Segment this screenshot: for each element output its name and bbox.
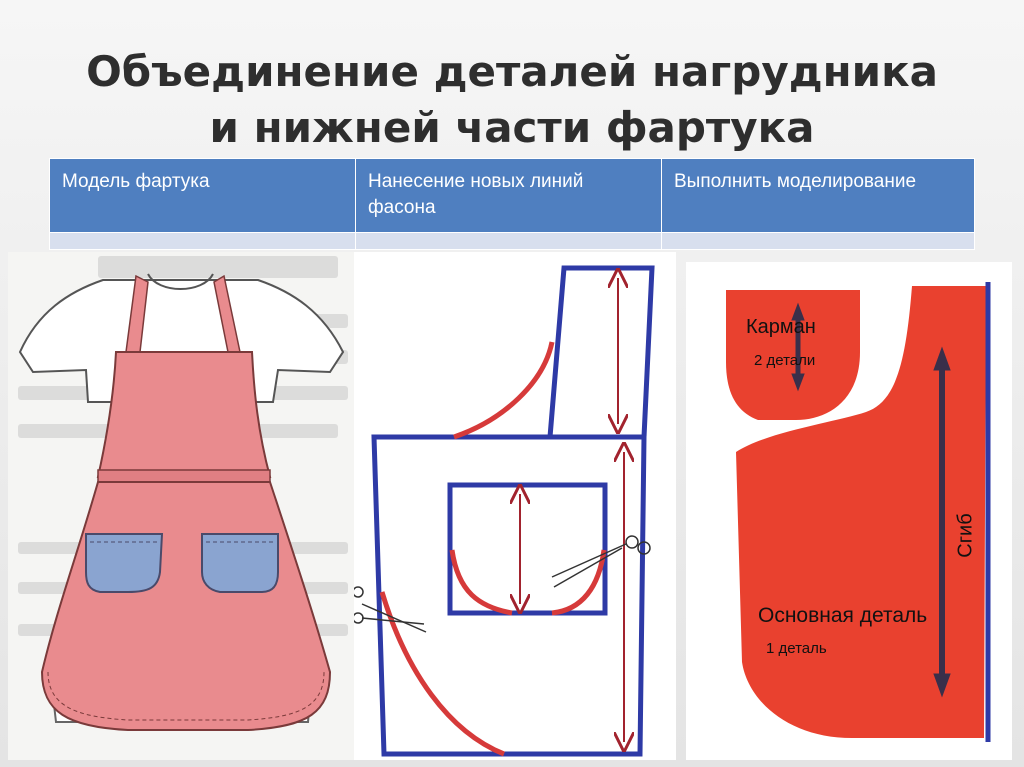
pattern-lines-drawing xyxy=(354,252,676,760)
column-header-model: Модель фартука xyxy=(50,159,356,233)
pattern-pieces xyxy=(686,262,1012,760)
table-cell xyxy=(356,233,662,250)
title-line-1: Объединение деталей нагрудника xyxy=(86,47,938,96)
pocket-title: Карман xyxy=(746,316,816,338)
main-piece-title: Основная деталь xyxy=(758,604,928,627)
column-header-new-lines: Нанесение новых линий фасона xyxy=(356,159,662,233)
title-line-2: и нижней части фартука xyxy=(209,103,815,152)
page-title xyxy=(0,44,1024,156)
table-body-row xyxy=(50,233,975,250)
table-cell xyxy=(662,233,975,250)
column-header-modeling: Выполнить моделирование xyxy=(662,159,975,233)
style-lines-drawing xyxy=(354,252,676,760)
pocket-count: 2 детали xyxy=(754,352,816,369)
table-cell xyxy=(50,233,356,250)
fold-label: Сгиб xyxy=(954,513,977,558)
apron-pocket-left xyxy=(86,534,162,592)
main-piece-count: 1 деталь xyxy=(766,640,827,657)
header-table xyxy=(49,158,975,250)
modeling-result xyxy=(686,262,1012,760)
apron-pocket-right xyxy=(202,534,278,592)
header-row xyxy=(50,159,975,233)
apron-drawing xyxy=(8,252,354,760)
apron-model-illustration xyxy=(8,252,354,760)
